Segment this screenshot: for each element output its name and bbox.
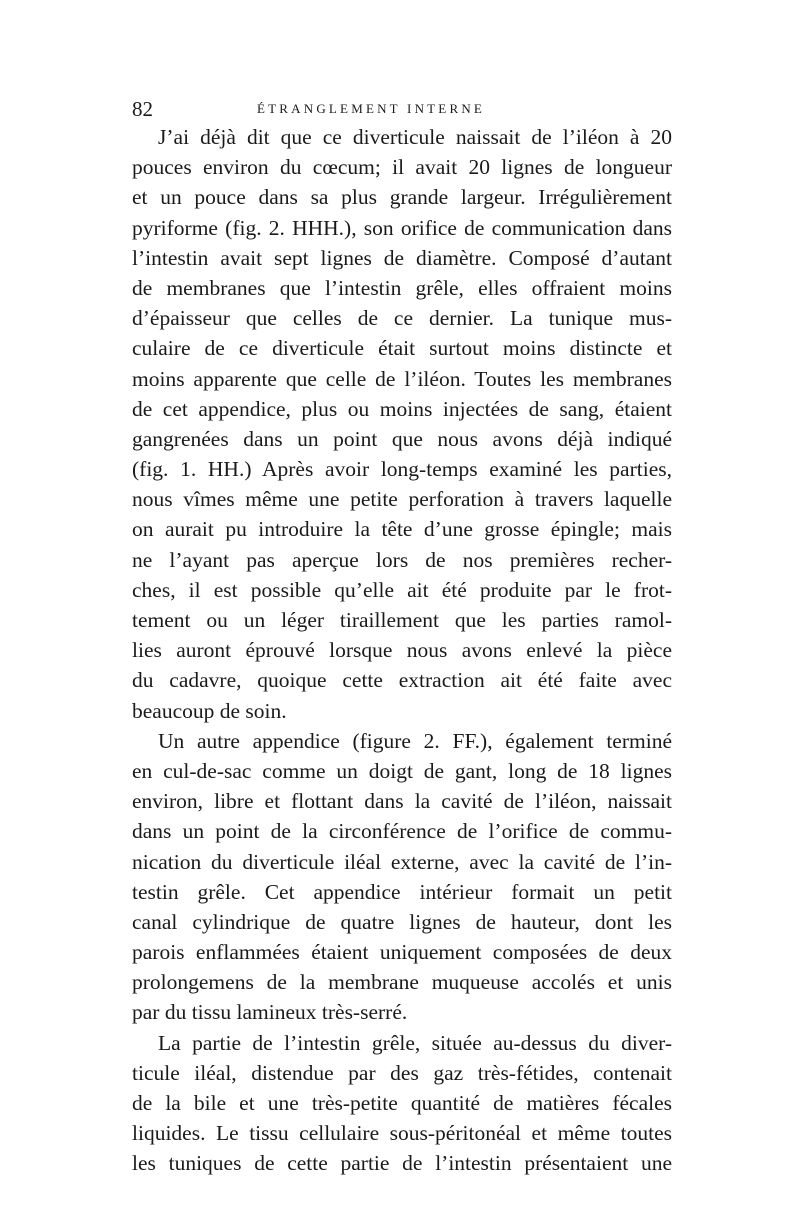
paragraph-2 bbox=[132, 726, 672, 1028]
paragraph-3 bbox=[132, 1028, 672, 1179]
page-number: 82 bbox=[132, 97, 153, 121]
text-line: ticule iléal, distendue par des gaz très-fétides, contenait bbox=[132, 1060, 672, 1085]
paragraph-1 bbox=[132, 122, 672, 726]
text-line: pouces environ du cœcum; il avait 20 lignes de longueur bbox=[132, 155, 672, 180]
text-line: et un pouce dans sa plus grande largeur. Irrégulièrement bbox=[132, 185, 672, 210]
text-line: en cul-de-sac comme un doigt de gant, long de 18 lignes bbox=[132, 758, 672, 783]
text-line: testin grêle. Cet appendice intérieur formait un petit bbox=[132, 879, 672, 904]
text-line: de la bile et une très-petite quantité de matières fécales bbox=[132, 1091, 672, 1115]
text-line: beaucoup de soin. bbox=[132, 698, 287, 723]
body-text bbox=[132, 122, 672, 1179]
text-line: par du tissu lamineux très-serré. bbox=[132, 1000, 408, 1025]
text-line: ches, il est possible qu’elle ait été produite par le frot- bbox=[132, 577, 672, 602]
text-line: J’ai déjà dit que ce diverticule naissait de l’iléon à 20 bbox=[158, 125, 672, 149]
text-line: culaire de ce diverticule était surtout moins distincte et bbox=[132, 336, 672, 361]
text-line: ne l’ayant pas aperçue lors de nos premières recher- bbox=[132, 547, 672, 572]
text-line: liquides. Le tissu cellulaire sous-péritonéal et même toutes bbox=[132, 1121, 672, 1146]
text-line: de cet appendice, plus ou moins injectées de sang, étaient bbox=[132, 396, 672, 421]
text-line: environ, libre et flottant dans la cavité de l’iléon, naissait bbox=[132, 789, 672, 814]
text-line: d’épaisseur que celles de ce dernier. La tunique mus- bbox=[132, 306, 672, 331]
text-line: de membranes que l’intestin grêle, elles offraient moins bbox=[132, 275, 672, 300]
text-line: (fig. 1. HH.) Après avoir long-temps examiné les parties, bbox=[132, 457, 672, 482]
text-line: dans un point de la circonférence de l’orifice de commu- bbox=[132, 819, 672, 844]
text-line: les tuniques de cette partie de l’intestin présentaient une bbox=[132, 1151, 672, 1176]
text-line: canal cylindrique de quatre lignes de hauteur, dont les bbox=[132, 909, 672, 934]
text-line: nication du diverticule iléal externe, avec la cavité de l’in- bbox=[132, 849, 672, 874]
text-line: Un autre appendice (figure 2. FF.), également terminé bbox=[158, 728, 672, 753]
text-line: lies auront éprouvé lorsque nous avons enlevé la pièce bbox=[132, 638, 672, 663]
text-line: La partie de l’intestin grêle, située au-dessus du diver- bbox=[158, 1030, 672, 1055]
text-line: du cadavre, quoique cette extraction ait été faite avec bbox=[132, 668, 672, 693]
text-line: on aurait pu introduire la tête d’une grosse épingle; mais bbox=[132, 517, 672, 542]
text-line: moins apparente que celle de l’iléon. Toutes les membranes bbox=[132, 366, 672, 391]
running-head bbox=[132, 94, 672, 124]
running-title: ÉTRANGLEMENT INTERNE bbox=[257, 101, 486, 116]
text-line: nous vîmes même une petite perforation à travers laquelle bbox=[132, 487, 672, 512]
text-line: l’intestin avait sept lignes de diamètre. Composé d’autant bbox=[132, 245, 672, 270]
text-line: parois enflammées étaient uniquement composées de deux bbox=[132, 940, 672, 965]
text-line: tement ou un léger tiraillement que les parties ramol- bbox=[132, 608, 672, 632]
text-line: prolongemens de la membrane muqueuse accolés et unis bbox=[132, 970, 672, 995]
text-line: pyriforme (fig. 2. HHH.), son orifice de communication dans bbox=[132, 215, 672, 240]
text-line: gangrenées dans un point que nous avons déjà indiqué bbox=[132, 426, 672, 451]
